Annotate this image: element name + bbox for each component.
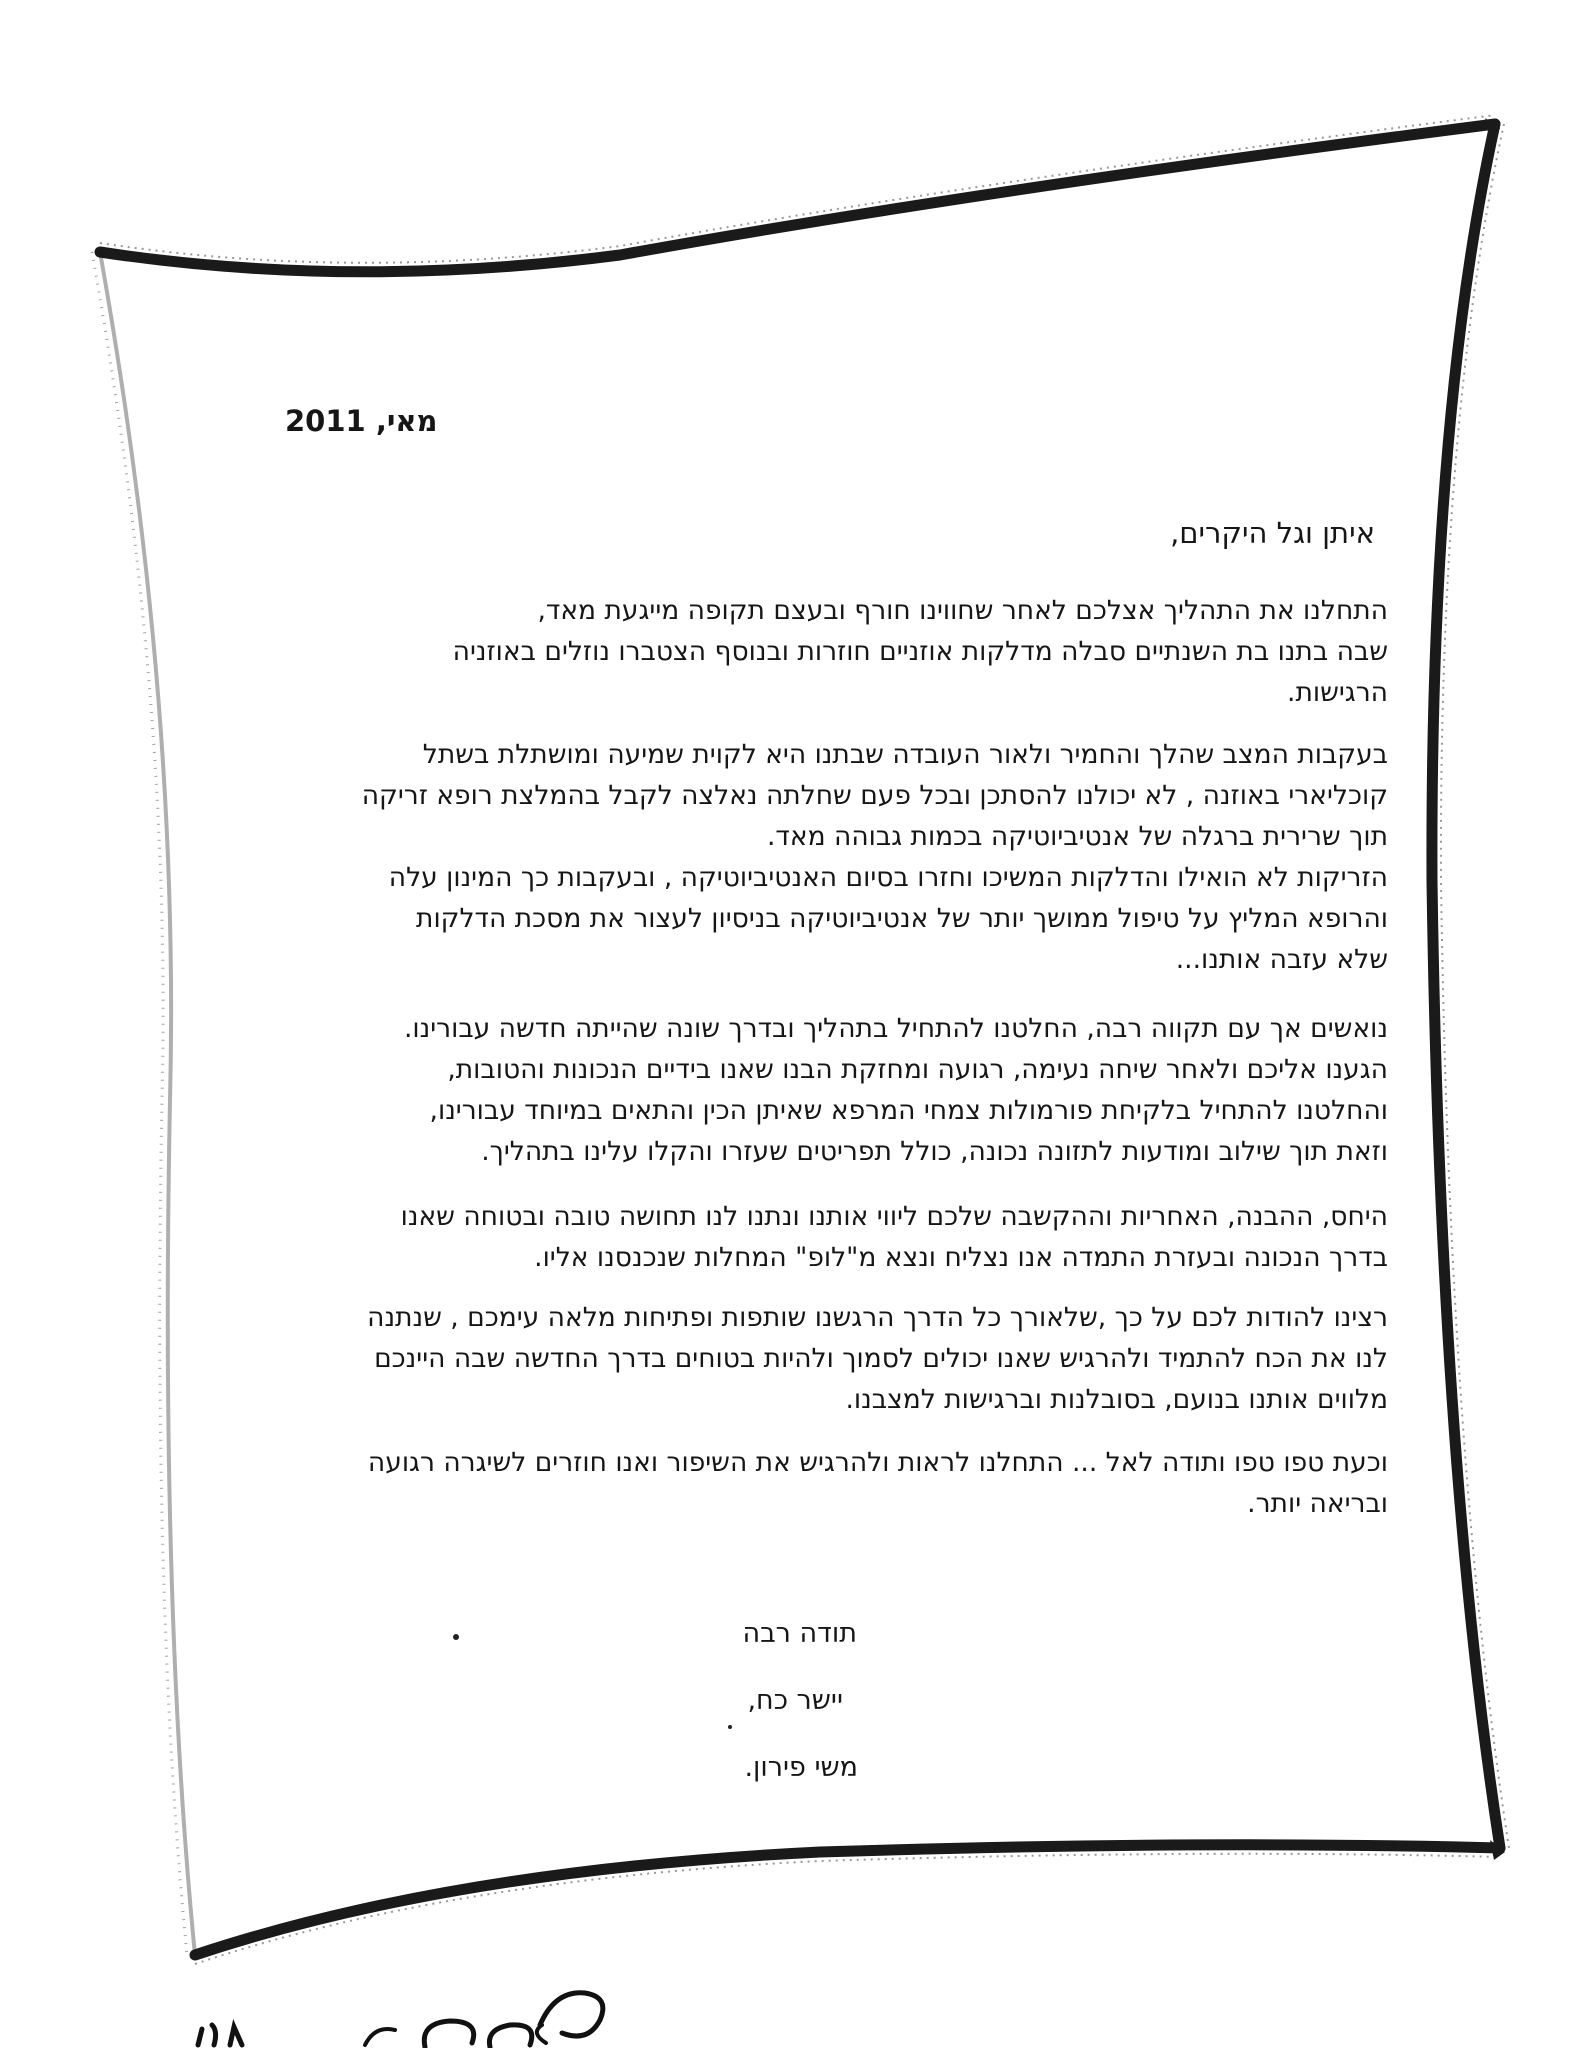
paragraph-6 xyxy=(188,1442,1388,1524)
paragraph-line: תוך שרירית ברגלה של אנטיביוטיקה בכמות גבוהה מאד. xyxy=(767,821,1388,852)
ink-dot xyxy=(728,1725,732,1729)
paragraph-line: ובריאה יותר. xyxy=(1247,1488,1388,1519)
paragraph-line: והרופא המליץ על טיפול ממושך יותר של אנטיביוטיקה בניסיון לעצור את מסכת הדלקות xyxy=(416,903,1388,934)
letter-date: מאי, 2011 xyxy=(285,404,438,438)
paragraph-line: בדרך הנכונה ובעזרת התמדה אנו נצליח ונצא מ"לופ" המחלות שנכנסנו אליו. xyxy=(534,1242,1388,1273)
paragraph-2 xyxy=(188,734,1388,980)
closing-thanks: תודה רבה xyxy=(742,1618,857,1649)
closing-blessing: יישר כח, xyxy=(747,1685,843,1716)
paragraph-line: מלווים אותנו בנועם, בסובלנות וברגישות למצבנו. xyxy=(845,1384,1388,1415)
paragraph-line: הזריקות לא הואילו והדלקות המשיכו וחזרו בסיום האנטיביוטיקה , ובעקבות כך המינון עלה xyxy=(388,862,1388,893)
closing-signoff: משי פירון. xyxy=(744,1752,858,1783)
paragraph-3 xyxy=(188,1008,1388,1172)
ink-dot xyxy=(453,1634,459,1640)
frame-left-curve xyxy=(100,252,195,1955)
paragraph-5 xyxy=(188,1297,1388,1420)
paragraph-line: לנו את הכח להתמיד ולהרגיש שאנו יכולים לסמוך ולהיות בטוחים בדרך החדשה שבה היינכם xyxy=(374,1343,1388,1374)
handwritten-signature xyxy=(190,1985,710,2048)
paragraph-4 xyxy=(188,1196,1388,1278)
paragraph-line: וזאת תוך שילוב ומודעות לתזונה נכונה, כולל תפריטים שעזרו והקלו עלינו בתהליך. xyxy=(481,1136,1388,1167)
paragraph-line: קוכליארי באוזנה , לא יכולנו להסתכן ובכל פעם שחלתה נאלצה לקבל בהמלצת רופא זריקה xyxy=(361,780,1388,811)
letter-greeting: איתן וגל היקרים, xyxy=(1170,516,1375,550)
paragraph-line: הגענו אליכם ולאחר שיחה נעימה, רגועה ומחזקת הבנו שאנו בידיים הנכונות והטובות, xyxy=(447,1054,1388,1085)
frame-top-curve xyxy=(100,124,1495,272)
frame-right-curve xyxy=(1432,124,1500,1848)
paragraph-line: היחס, ההבנה, האחריות וההקשבה שלכם ליווי אותנו ונתנו לנו תחושה טובה ובטוחה שאנו xyxy=(400,1201,1388,1232)
paragraph-line: רצינו להודות לכם על כך ,שלאורך כל הדרך הרגשנו שותפות ופתיחות מלאה עימכם , שנתנה xyxy=(367,1302,1388,1333)
paragraph-line: הרגישות. xyxy=(1287,677,1388,708)
frame-bottom-curve xyxy=(195,1845,1500,1955)
paragraph-line: וכעת טפו טפו ותודה לאל ... התחלנו לראות ולהרגיש את השיפור ואנו חוזרים לשיגרה רגועה xyxy=(367,1447,1388,1478)
paragraph-line: בעקבות המצב שהלך והחמיר ולאור העובדה שבתנו היא לקוית שמיעה ומושתלת בשתל xyxy=(422,739,1388,770)
paragraph-1 xyxy=(188,590,1388,713)
paragraph-line: התחלנו את התהליך אצלכם לאחר שחווינו חורף ובעצם תקופה מייגעת מאד, xyxy=(537,595,1388,626)
paragraph-line: שלא עזבה אותנו... xyxy=(1175,944,1388,975)
paragraph-line: נואשים אך עם תקווה רבה, החלטנו להתחיל בתהליך ובדרך שונה שהייתה חדשה עבורינו. xyxy=(403,1013,1388,1044)
paragraph-line: שבה בתנו בת השנתיים סבלה מדלקות אוזניים חוזרות ובנוסף הצטברו נוזלים באוזניה xyxy=(452,636,1388,667)
paragraph-line: והחלטנו להתחיל בלקיחת פורמולות צמחי המרפא שאיתן הכין והתאים במיוחד עבורינו, xyxy=(429,1095,1388,1126)
